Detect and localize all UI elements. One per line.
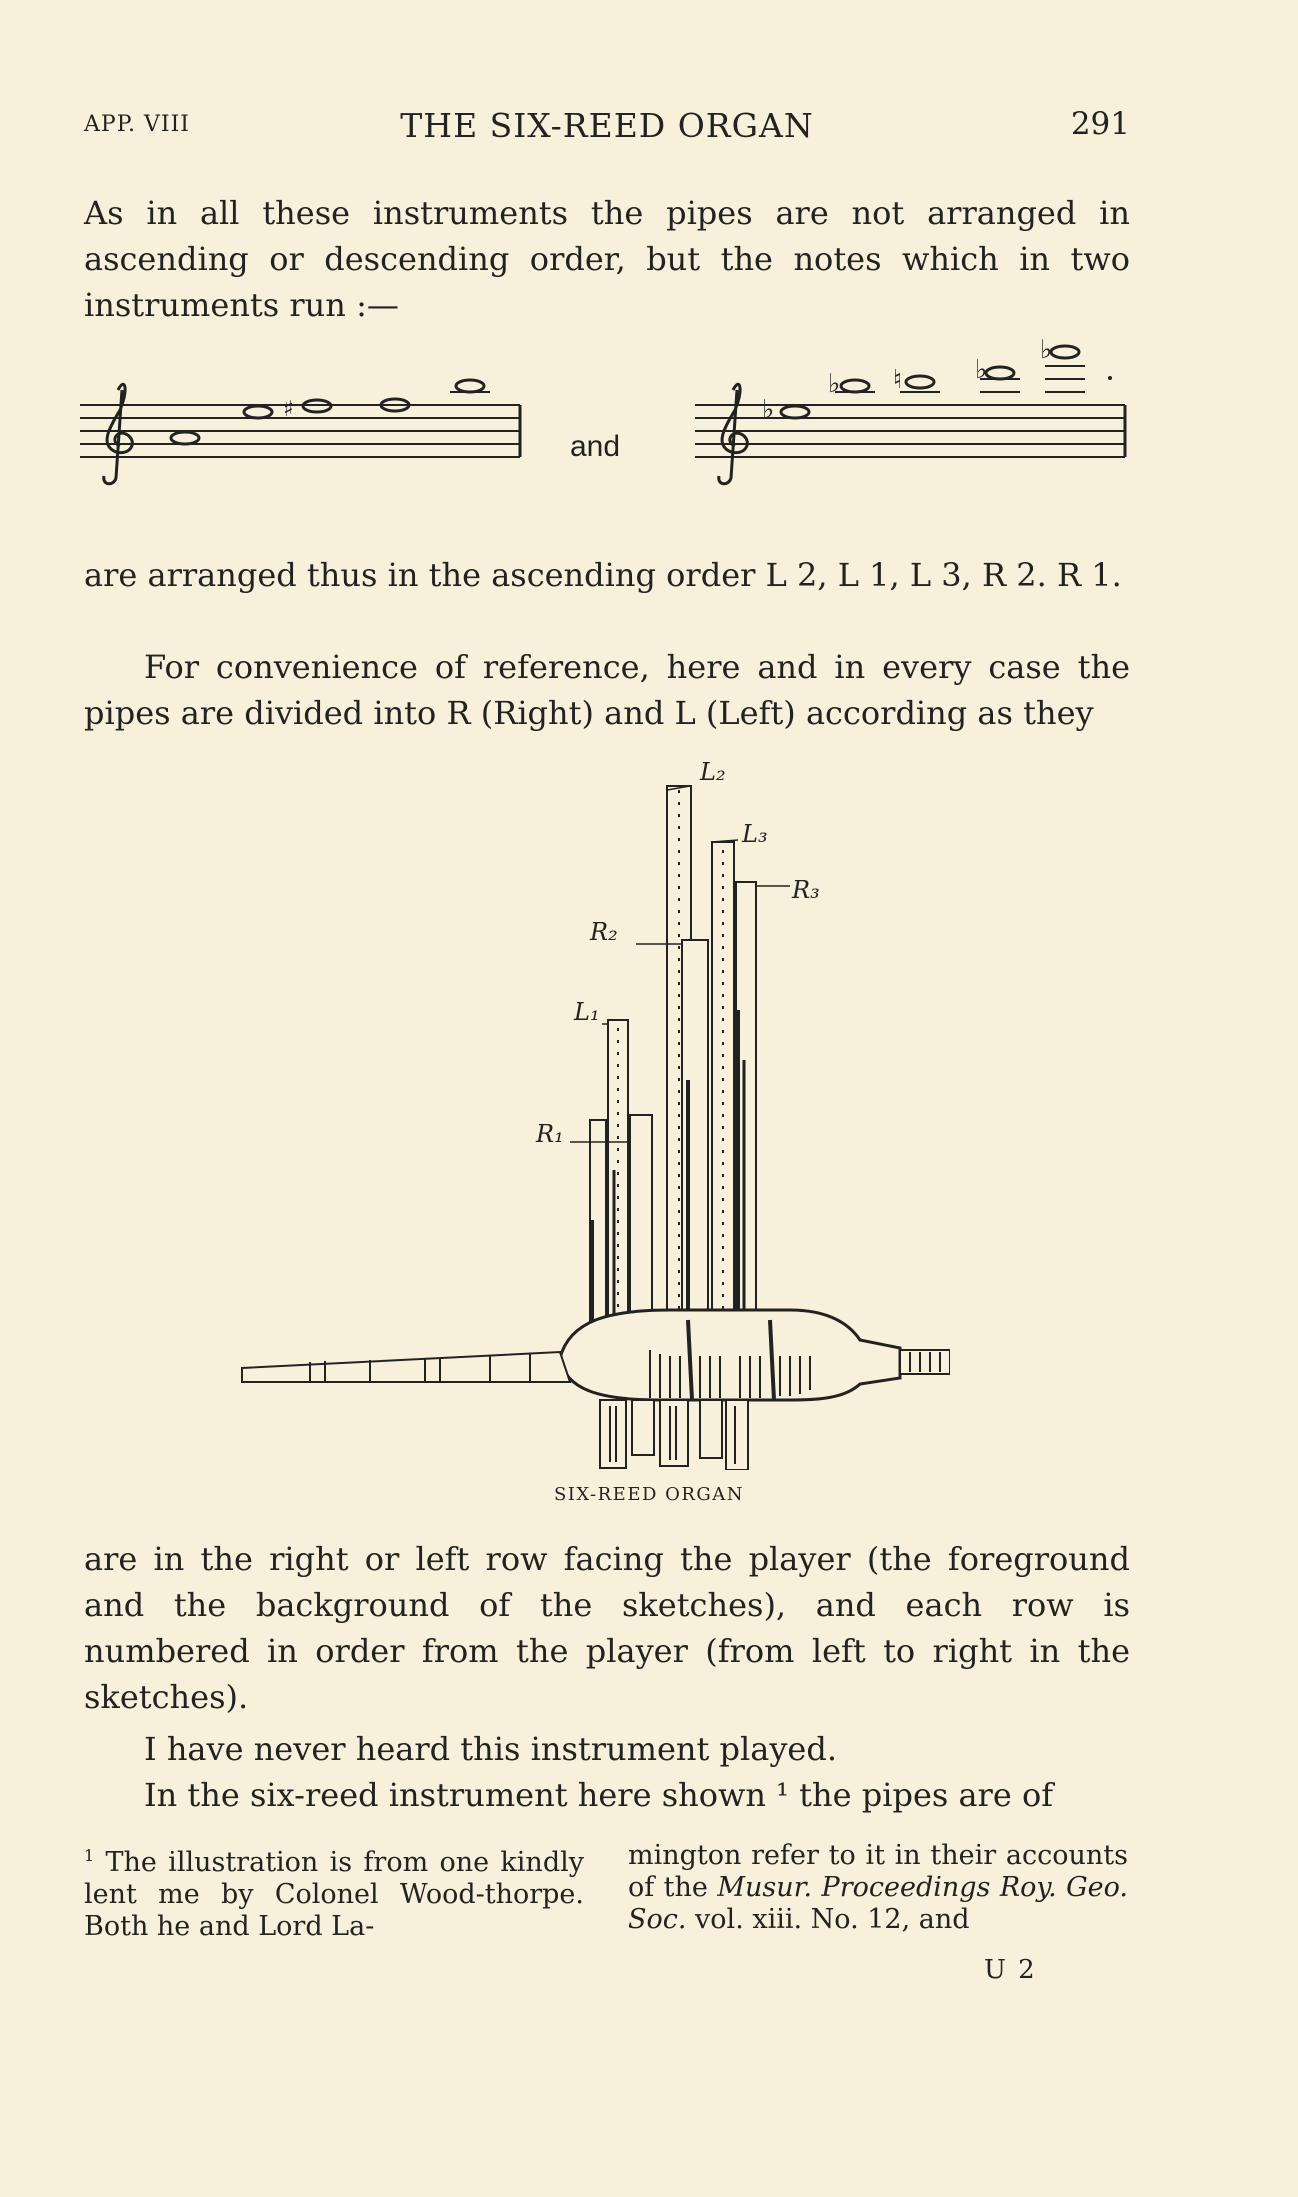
label-R1: R₁ xyxy=(536,1120,564,1148)
svg-text:♭: ♭ xyxy=(975,355,988,385)
svg-text:♯: ♯ xyxy=(283,397,294,422)
label-L3: L₃ xyxy=(742,820,768,848)
treble-clef-left-icon xyxy=(104,384,133,484)
paragraph-rows: are in the right or left row facing the player (the foreground and the background of the sketches), and each row is numbered in order from the player (from left to right in the sketches). xyxy=(84,1540,1130,1716)
footnote-marker: 1 xyxy=(84,1846,95,1865)
svg-text:♮: ♮ xyxy=(893,365,903,395)
label-R2: R₂ xyxy=(590,918,618,946)
header-title: THE SIX-REED ORGAN xyxy=(400,106,814,145)
svg-text:♭: ♭ xyxy=(762,395,775,425)
music-connector-and: and xyxy=(570,430,621,463)
label-R3: R₃ xyxy=(792,876,820,904)
paragraph-six-reed: In the six-reed instrument here shown ¹ the pipes are of xyxy=(144,1776,1054,1814)
paragraph-intro: As in all these instruments the pipes are not arranged in ascending or descending order, but the notes which in two instruments run :— xyxy=(84,194,1130,324)
music-examples xyxy=(80,330,1140,520)
svg-text:♭: ♭ xyxy=(1040,335,1053,365)
footnote-right-text-1: mington refer to it in their accounts of the xyxy=(628,1840,1128,1903)
treble-clef-right-icon xyxy=(719,384,748,484)
header-appendix: APP. VIII xyxy=(84,112,190,137)
music-notation-svg xyxy=(80,330,1140,520)
six-reed-organ-figure xyxy=(230,750,950,1470)
running-header xyxy=(84,106,1130,146)
footnote-right-text-2: vol. xiii. No. 12, and xyxy=(686,1904,970,1935)
label-L1: L₁ xyxy=(574,998,600,1026)
footnote-right-column xyxy=(628,1840,1128,1936)
page-number: 291 xyxy=(1070,106,1130,142)
paragraph-never-heard: I have never heard this instrument played. xyxy=(144,1730,838,1768)
footnote-left-text: The illustration is from one kindly lent me by Colonel Wood-thorpe. Both he and Lord La- xyxy=(84,1847,584,1942)
label-L2: L₂ xyxy=(700,758,726,786)
footnote-right-italic: Musur. Proceedings Roy. Geo. Soc. xyxy=(628,1872,1129,1935)
footnote-left-column xyxy=(84,1840,584,1943)
figure-caption: SIX-REED ORGAN xyxy=(553,1484,745,1505)
signature-mark: U 2 xyxy=(984,1955,1037,1985)
organ-illustration-svg xyxy=(230,750,950,1470)
svg-text:♭: ♭ xyxy=(828,369,841,399)
paragraph-convenience: For convenience of reference, here and in every case the pipes are divided into R (Right) and L (Left) according as they xyxy=(84,648,1130,732)
paragraph-order: are arranged thus in the ascending order L 2, L 1, L 3, R 2. R 1. xyxy=(84,556,1122,594)
